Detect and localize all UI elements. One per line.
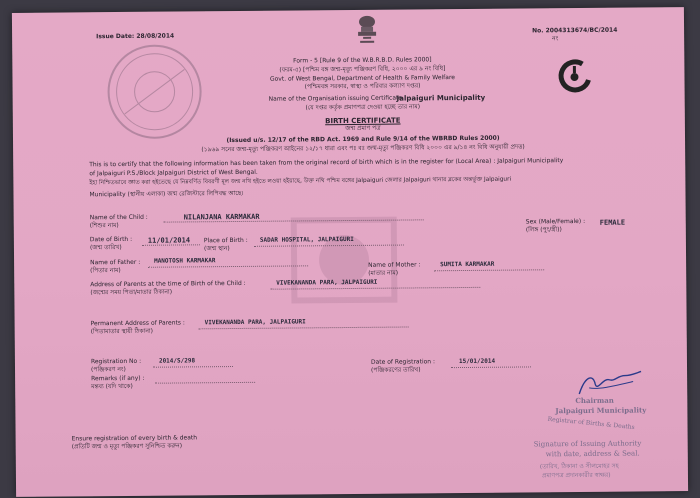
value-address-birth: VIVEKANANDA PARA, JALPAIGURI	[276, 278, 378, 287]
label-remarks-bn: মন্তব্য (যদি থাকে)	[91, 382, 133, 391]
label-child-name-bn: (শিশুর নাম)	[89, 222, 119, 230]
certify-text-1: This is to certify that the following information has been taken from the original record of birth which is in the register for (Local Area) : Jalpaiguri Municipality	[89, 157, 564, 169]
govt-line-bn: (পশ্চিমবঙ্গ সরকার, স্বাস্থ্য ও পরিবার কল্যাণ দপ্তর)	[304, 82, 421, 91]
certificate-title-bn: জন্ম প্রমাণ পত্র	[345, 124, 381, 133]
label-father-bn: (পিতার নাম)	[90, 267, 121, 275]
label-address-permanent-bn: (পিতামাতার স্থায়ী ঠিকানা)	[90, 327, 154, 336]
label-address-birth-bn: (জন্মের সময় পিতা/মাতার ঠিকানা)	[90, 288, 173, 297]
label-address-birth: Address of Parents at the time of Birth of the Child :	[90, 279, 246, 289]
signature-label-3: (তারিখ, ঠিকানা ও সীলমোহর সহ	[539, 462, 619, 471]
value-mother: SUMITA KARMAKAR	[440, 260, 495, 269]
label-dob: Date of Birth :	[89, 235, 133, 244]
label-dob-bn: (জন্ম তারিখ)	[89, 243, 122, 252]
certificate-title: BIRTH CERTIFICATE	[325, 116, 401, 126]
org-label: Name of the Organisation issuing Certificate :	[268, 94, 406, 103]
label-mother-bn: (মাতার নাম)	[368, 269, 399, 277]
label-child-name: Name of the Child :	[89, 213, 148, 222]
footer-note-bn: (প্রতিটি জন্ম ও মৃত্যু পঞ্জিকরণ সুনিশ্চিত করুন)	[71, 442, 183, 451]
certify-text-2: of Jalpaiguri P.S./Block Jalpaiguri District of West Bengal.	[89, 168, 258, 178]
value-sex: FEMALE	[599, 218, 626, 227]
org-label-bn: (যে দপ্তর কর্তৃক প্রমাণপত্র দেওয়া হচ্ছে তার নাম)	[305, 103, 421, 112]
value-pob: SADAR HOSPITAL, JALPAIGURI	[259, 235, 354, 244]
value-registration-date: 15/01/2014	[458, 357, 496, 366]
form-title: Form - 5 [Rule 9 of the W.B.R.B.D. Rules 2000]	[293, 56, 432, 65]
signature-label-1: Signature of Issuing Authority	[533, 439, 642, 449]
value-child-name: NILANJANA KARMAKAR	[183, 212, 260, 222]
org-name: Jalpaiguri Municipality	[396, 93, 486, 103]
signature-label-2: with date, address & Seal.	[545, 449, 640, 459]
birth-certificate	[12, 7, 688, 497]
hologram-logo-icon	[552, 56, 596, 96]
watermark-icon	[264, 209, 425, 310]
value-father: MANOTOSH KARMAKAR	[154, 257, 216, 265]
govt-line: Govt. of West Bengal, Department of Health & Family Welfare	[269, 74, 456, 83]
footer-note: Ensure registration of every birth & death	[71, 434, 198, 443]
certificate-number: No. 2004313674/BC/2014	[532, 26, 618, 35]
signature-label-4: প্রমাণপত্র প্রদানকারীর স্বাক্ষর)	[541, 471, 611, 480]
label-pob: Place of Birth :	[203, 236, 248, 245]
label-registration-no: Registration No :	[90, 357, 142, 366]
certify-text-bn-2: Municipality (স্থানীয় এলাকা) জন্ম রেজিস্টারে লিপিবদ্ধ আছে।	[89, 189, 244, 199]
certificate-number-bn: নং	[552, 35, 559, 43]
label-registration-date-bn: (পঞ্জিকরণের তারিখ)	[371, 366, 421, 374]
label-sex-bn: (লিঙ্গ (পুং/স্ত্রী))	[525, 226, 562, 234]
label-sex: Sex (Male/Female) :	[525, 217, 586, 226]
label-pob-bn: (জন্ম স্থান)	[203, 245, 230, 253]
state-emblem-icon	[354, 14, 380, 46]
certify-text-bn-1: ইহা নিশ্চিতভাবে জ্ঞাত করা হইতেছে যে নিম্নবর্ণিত বিবরণী মূল জন্ম নথি হইতে লওয়া হইয়াছে, উক্ত নথি পশ্চিম বঙ্গের Jalpaiguri জেলার Jalpaiguri থানার ব্লকের অন্তর্ভুক্ত Jalpaiguri	[89, 176, 512, 187]
value-dob: 11/01/2014	[147, 236, 191, 245]
registrar-stamp: Registrar of Births & Deaths	[547, 415, 635, 432]
value-address-permanent: VIVEKANANDA PARA, JALPAIGURI	[204, 318, 306, 327]
label-address-permanent: Permanent Address of Parents :	[90, 319, 185, 328]
chairman-org-stamp: Jalpaiguri Municipality	[555, 405, 647, 416]
label-remarks: Remarks (if any) :	[91, 374, 145, 383]
label-registration-date: Date of Registration :	[370, 358, 436, 366]
label-registration-no-bn: (পঞ্জিকরণ নং)	[90, 365, 126, 374]
label-father: Name of Father :	[90, 258, 141, 267]
form-title-bn: (ফরম-৫) [পশ্চিম বঙ্গ জন্ম-মৃত্যু পঞ্জিকরণ বিধি, ২০০০ এর ৯ নং বিধি]	[279, 65, 446, 74]
issued-under: (Issued u/s. 12/17 of the RBD Act. 1969 and Rule 9/14 of the WBRBD Rules 2000)	[226, 134, 500, 145]
issued-under-bn: (১৯৬৯ সনের জন্ম-মৃত্যু পঞ্জিকরণ আইনের ১২/১৭ ধারা এবং পঃ বঃ জন্ম-মৃত্যু পঞ্জিকরণ বিধি ২০০০ এর ৯/১৪ নং বিধি অনুযায়ী প্রদত্ত)	[201, 143, 525, 154]
value-registration-no: 2014/S/298	[158, 357, 196, 365]
issue-date: Issue Date: 28/08/2014	[96, 32, 175, 41]
chairman-stamp: Chairman	[575, 395, 614, 406]
label-mother: Name of Mother :	[368, 261, 421, 269]
round-seal-icon	[104, 41, 205, 142]
